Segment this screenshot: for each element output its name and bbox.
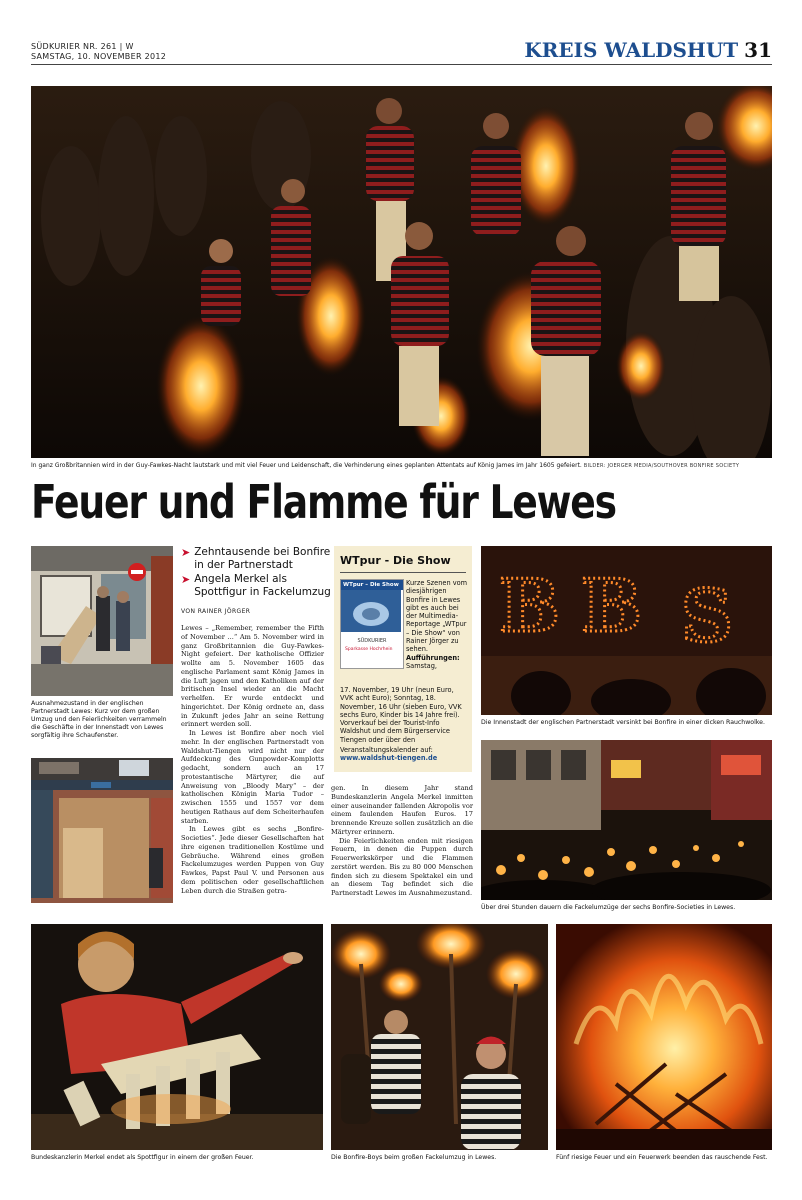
top-photo-caption (31, 462, 776, 470)
boarded-storefront-illustration (31, 758, 173, 903)
page-number: 31 (744, 38, 772, 62)
merkel-effigy-illustration (31, 924, 323, 1150)
article-paragraph: gen. In diesem Jahr stand Bundeskanzlerin Angela Merkel inmitten einer auseinander fallenden Akropolis vor einem faulenden Haufen Euros. 17 brennende Kreuze sollen zusätzlich an die Märtyrer erinnern. (331, 784, 473, 836)
article-paragraph: In Lewes gibt es sechs „Bonfire-Societies“. Jede dieser Gesellschaften hat ihre eigenen traditionellen Kostüme und Gebräuche. Während eines großen Fackelumzuges werden Puppen von Guy Fawkes, Papst Paul V. und Personen aus dem politischen oder gesellschaftlichen Leben durch die Straßen getra- (181, 825, 324, 895)
info-intro-text: Kurze Szenen vom diesjährigen Bonfire in Lewes gibt es auch bei der Multimedia-Reportage „WTpur – Die Show“ von Rainer Jörger zu sehen. (406, 579, 468, 654)
photo-boarded-storefront (31, 758, 173, 903)
big-fire-caption: Fünf riesige Feuer und ein Feuerwerk beenden das rauschende Fest. (556, 1154, 768, 1161)
big-fire-illustration (556, 924, 772, 1150)
thumbnail-title: WTpur – Die Show (341, 580, 403, 590)
article-teaser (181, 546, 331, 600)
teaser-text: Angela Merkel als Spottfigur in Fackelumzug (194, 573, 331, 598)
masthead-info (31, 42, 166, 62)
article-paragraph: Die Feierlichkeiten enden mit riesigen Feuern, in denen die Puppen durch Feuerwerkskörper und die Flammen zerstört werden. Bis zu 80 000 Menschen finden sich zu diesem Spektakel ein und an diesem Tag befindet sich die Partnerstadt Lewes im Ausnahmezustand. (331, 836, 473, 897)
calendar-label: Veranstaltungskalender auf: (340, 746, 433, 754)
photo-big-fire (556, 924, 772, 1150)
section-header (524, 38, 772, 62)
boarded-shops-illustration (31, 546, 173, 696)
article-paragraph: In Lewes ist Bonfire aber noch viel mehr. In der englischen Partnerstadt von Waldshut-Tiengen wird nicht nur der Aufdeckung des Gunpowder-Komplotts gedacht, sondern auch an 17 protestantische Märtyrer, die auf Anweisung von „Bloody Mary“ – der katholischen Königin Maria Tudor – zwischen 1555 und 1557 vor dem heutigen Rathaus auf dem Scheiterhaufen starben. (181, 729, 324, 825)
info-box-rule (340, 572, 466, 573)
thumbnail-brand: SÜDKURIER (357, 638, 387, 644)
info-label: Aufführungen: (406, 653, 460, 662)
info-box-title: WTpur - Die Show (340, 554, 451, 567)
photo-boarded-shops (31, 546, 173, 696)
info-dates-start: Samstag, (406, 661, 437, 670)
letter-s: S (681, 573, 733, 658)
article-column-1 (181, 624, 324, 895)
photo-bonfire-boys (331, 924, 548, 1150)
publication-issue: SÜDKURIER NR. 261 | W (31, 42, 134, 51)
info-box (334, 546, 472, 772)
street-photo-caption: Über drei Stunden dauern die Fackelumzüge der sechs Bonfire-Societies in Lewes. (481, 904, 736, 911)
letter-b1: B (499, 563, 560, 648)
photo-torch-street (481, 740, 772, 900)
bbs-photo-caption: Die Innenstadt der englischen Partnerstadt versinkt bei Bonfire in einer dicken Rauchwolke. (481, 719, 765, 726)
top-caption-text: In ganz Großbritannien wird in der Guy-Fawkes-Nacht lautstark und mit viel Feuer und Leidenschaft, die Verhinderung eines geplanten Attentats auf König James im Jahr 1605 gefeiert. (31, 462, 582, 469)
arrow-icon: ➤ (181, 546, 191, 559)
header-rule (31, 64, 772, 65)
arrow-icon: ➤ (181, 573, 191, 586)
section-title: KREIS WALDSHUT (524, 38, 739, 62)
info-box-dates: 17. November, 19 Uhr (neun Euro, VVK acht Euro); Sonntag, 18. November, 16 Uhr (sieben Euro, VVK sechs Euro, Kinder bis 14 Jahre frei). Vorverkauf bei der Tourist-Info Waldshut und dem Bürgerservice Tiengen oder über den (340, 686, 462, 744)
calendar-link[interactable]: www.waldshut-tiengen.de (340, 754, 438, 763)
teaser-item (181, 546, 331, 572)
info-box-intro (406, 579, 468, 670)
article-column-2 (331, 784, 473, 898)
teaser-item (181, 573, 331, 599)
merkel-photo-caption: Bundeskanzlerin Merkel endet als Spottfigur in einem der großen Feuer. (31, 1154, 254, 1161)
photo-credit: BILDER: JOERGER MEDIA/SOUTHOVER BONFIRE SOCIETY (583, 463, 740, 469)
publication-date: SAMSTAG, 10. NOVEMBER 2012 (31, 52, 167, 61)
show-thumbnail (340, 579, 404, 669)
photo-bbs-lights (481, 546, 772, 715)
top-photo-torch-parade (31, 86, 772, 458)
article-paragraph: Lewes – „Remember, remember the Fifth of November ...“ Am 5. November wird in ganz Großbritannien die Guy-Fawkes-Night gefeiert. Der katholische Offizier wollte am 5. November 1605 das englische Parlament samt König James in die Luft jagen und den Katholiken auf der britischen Insel wieder an die Macht verhelfen. Er wurde entdeckt und hingerichtet. Der König ordnete an, dass in Zukunft jedes Jahr an seine Rettung erinnert werden soll. (181, 624, 324, 729)
bonfire-boys-caption: Die Bonfire-Boys beim großen Fackelumzug in Lewes. (331, 1154, 497, 1161)
bbs-lights-illustration (481, 546, 772, 715)
thumbnail-image (341, 590, 401, 632)
thumbnail-sponsor: Sparkasse Hochrhein (345, 647, 393, 652)
torch-parade-illustration (31, 86, 772, 458)
info-box-calendar (340, 746, 467, 763)
article-headline: Feuer und Flamme für Lewes (31, 475, 616, 529)
bonfire-boys-illustration (331, 924, 548, 1150)
photo-merkel-effigy (31, 924, 323, 1150)
left-top-photo-caption: Ausnahmezustand in der englischen Partnerstadt Lewes: Kurz vor dem großen Umzug und den Feierlichkeiten verrammeln die Geschäfte in der Innenstadt von Lewes sorgfältig ihre Schaufenster. (31, 700, 167, 739)
byline: VON RAINER JÖRGER (181, 608, 251, 615)
letter-b2: B (581, 563, 642, 648)
torch-street-illustration (481, 740, 772, 900)
teaser-text: Zehntausende bei Bonfire in der Partnerstadt (194, 546, 331, 571)
